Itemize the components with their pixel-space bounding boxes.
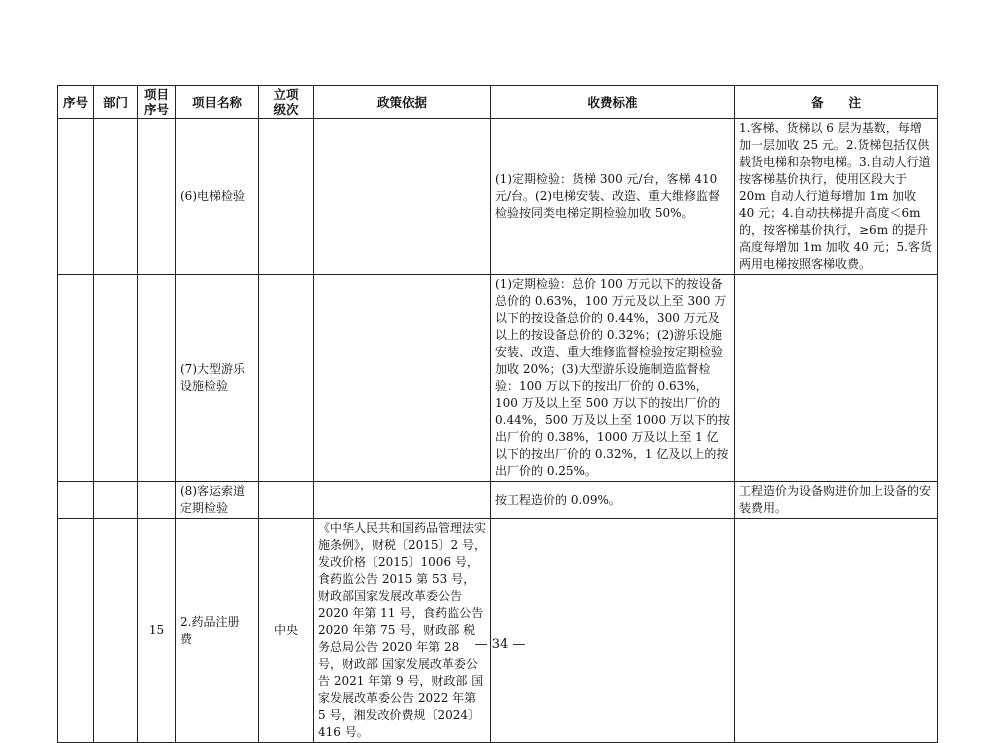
cell-dept (94, 519, 138, 743)
cell-item-name: 2.药品注册 费 (176, 519, 259, 743)
header-policy: 政策依据 (314, 86, 491, 119)
cell-remark: 1.客梯、货梯以 6 层为基数，每增加一层加收 25 元。2.货梯包括仅供载货电梯和杂物电梯。3.自动人行道按客梯基价执行，使用区段大于 20m 自动人行道每增加 1m 加收 40 元；4.自动扶梯提升高度＜6m 的，按客梯基价执行，≥6m 的提升高度每增加 1m 加收 40 元；5.客货两用电梯按照客梯收费。 (735, 119, 938, 275)
header-standard: 收费标准 (491, 86, 735, 119)
cell-seq (58, 275, 94, 482)
table-row (58, 482, 938, 519)
cell-remark (735, 275, 938, 482)
cell-policy: 《中华人民共和国药品管理法实施条例》，财税〔2015〕2 号，发改价格〔2015〕1006 号，食药监公告 2015 第 53 号，财政部国家发展改革委公告 2020 年第 11 号，食药监公告 2020 年第 75 号，财政部 税务总局公告 2020 年第 28 号，财政部 国家发展改革委公告 2021 年第 9 号，财政部 国家发展改革委公告 2022 年第 5 号，湘发改价费规〔2024〕416 号。 (314, 519, 491, 743)
cell-standard: (1)定期检验：总价 100 万元以下的按设备总价的 0.63%，100 万元及以上至 300 万以下的按设备总价的 0.44%，300 万元及以上的按设备总价的 0.32%；(2)游乐设施安装、改造、重大维修监督检验按定期检验加收 20%；(3)大型游乐设施制造监督检验：100 万以下的按出厂价的 0.63%，100 万及以上至 500 万以下的按出厂价的 0.44%，500 万及以上至 1000 万以下的按出厂价的 0.38%，1000 万及以上至 1 亿以下的按出厂价的 0.32%，1 亿及以上的按出厂价的 0.25%。 (491, 275, 735, 482)
cell-dept (94, 119, 138, 275)
cell-standard: (1)定期检验：货梯 300 元/台，客梯 410 元/台。(2)电梯安装、改造、重大维修监督检验按同类电梯定期检验加收 50%。 (491, 119, 735, 275)
cell-seq (58, 482, 94, 519)
cell-item-name: (8)客运索道 定期检验 (176, 482, 259, 519)
header-dept: 部门 (94, 86, 138, 119)
cell-remark (735, 519, 938, 743)
page-number: — 34 — (474, 637, 526, 652)
cell-dept (94, 482, 138, 519)
cell-item-name: (6)电梯检验 (176, 119, 259, 275)
cell-item-seq (138, 119, 176, 275)
header-item-name: 项目名称 (176, 86, 259, 119)
header-seq: 序号 (58, 86, 94, 119)
cell-standard: 按工程造价的 0.09%。 (491, 482, 735, 519)
cell-seq (58, 119, 94, 275)
cell-policy (314, 119, 491, 275)
cell-item-seq (138, 482, 176, 519)
cell-level: 中央 (259, 519, 314, 743)
cell-item-seq: 15 (138, 519, 176, 743)
cell-policy (314, 482, 491, 519)
table-row (58, 275, 938, 482)
cell-policy (314, 275, 491, 482)
cell-level (259, 119, 314, 275)
cell-level (259, 275, 314, 482)
cell-standard (491, 519, 735, 743)
cell-remark: 工程造价为设备购进价加上设备的安装费用。 (735, 482, 938, 519)
cell-item-name: (7)大型游乐 设施检验 (176, 275, 259, 482)
cell-item-seq (138, 275, 176, 482)
header-remark: 备 注 (735, 86, 938, 119)
table-header-row (58, 86, 938, 119)
header-level: 立项 级次 (259, 86, 314, 119)
table-row (58, 119, 938, 275)
cell-level (259, 482, 314, 519)
cell-dept (94, 275, 138, 482)
cell-seq (58, 519, 94, 743)
table-row (58, 519, 938, 743)
header-item-seq: 项目 序号 (138, 86, 176, 119)
